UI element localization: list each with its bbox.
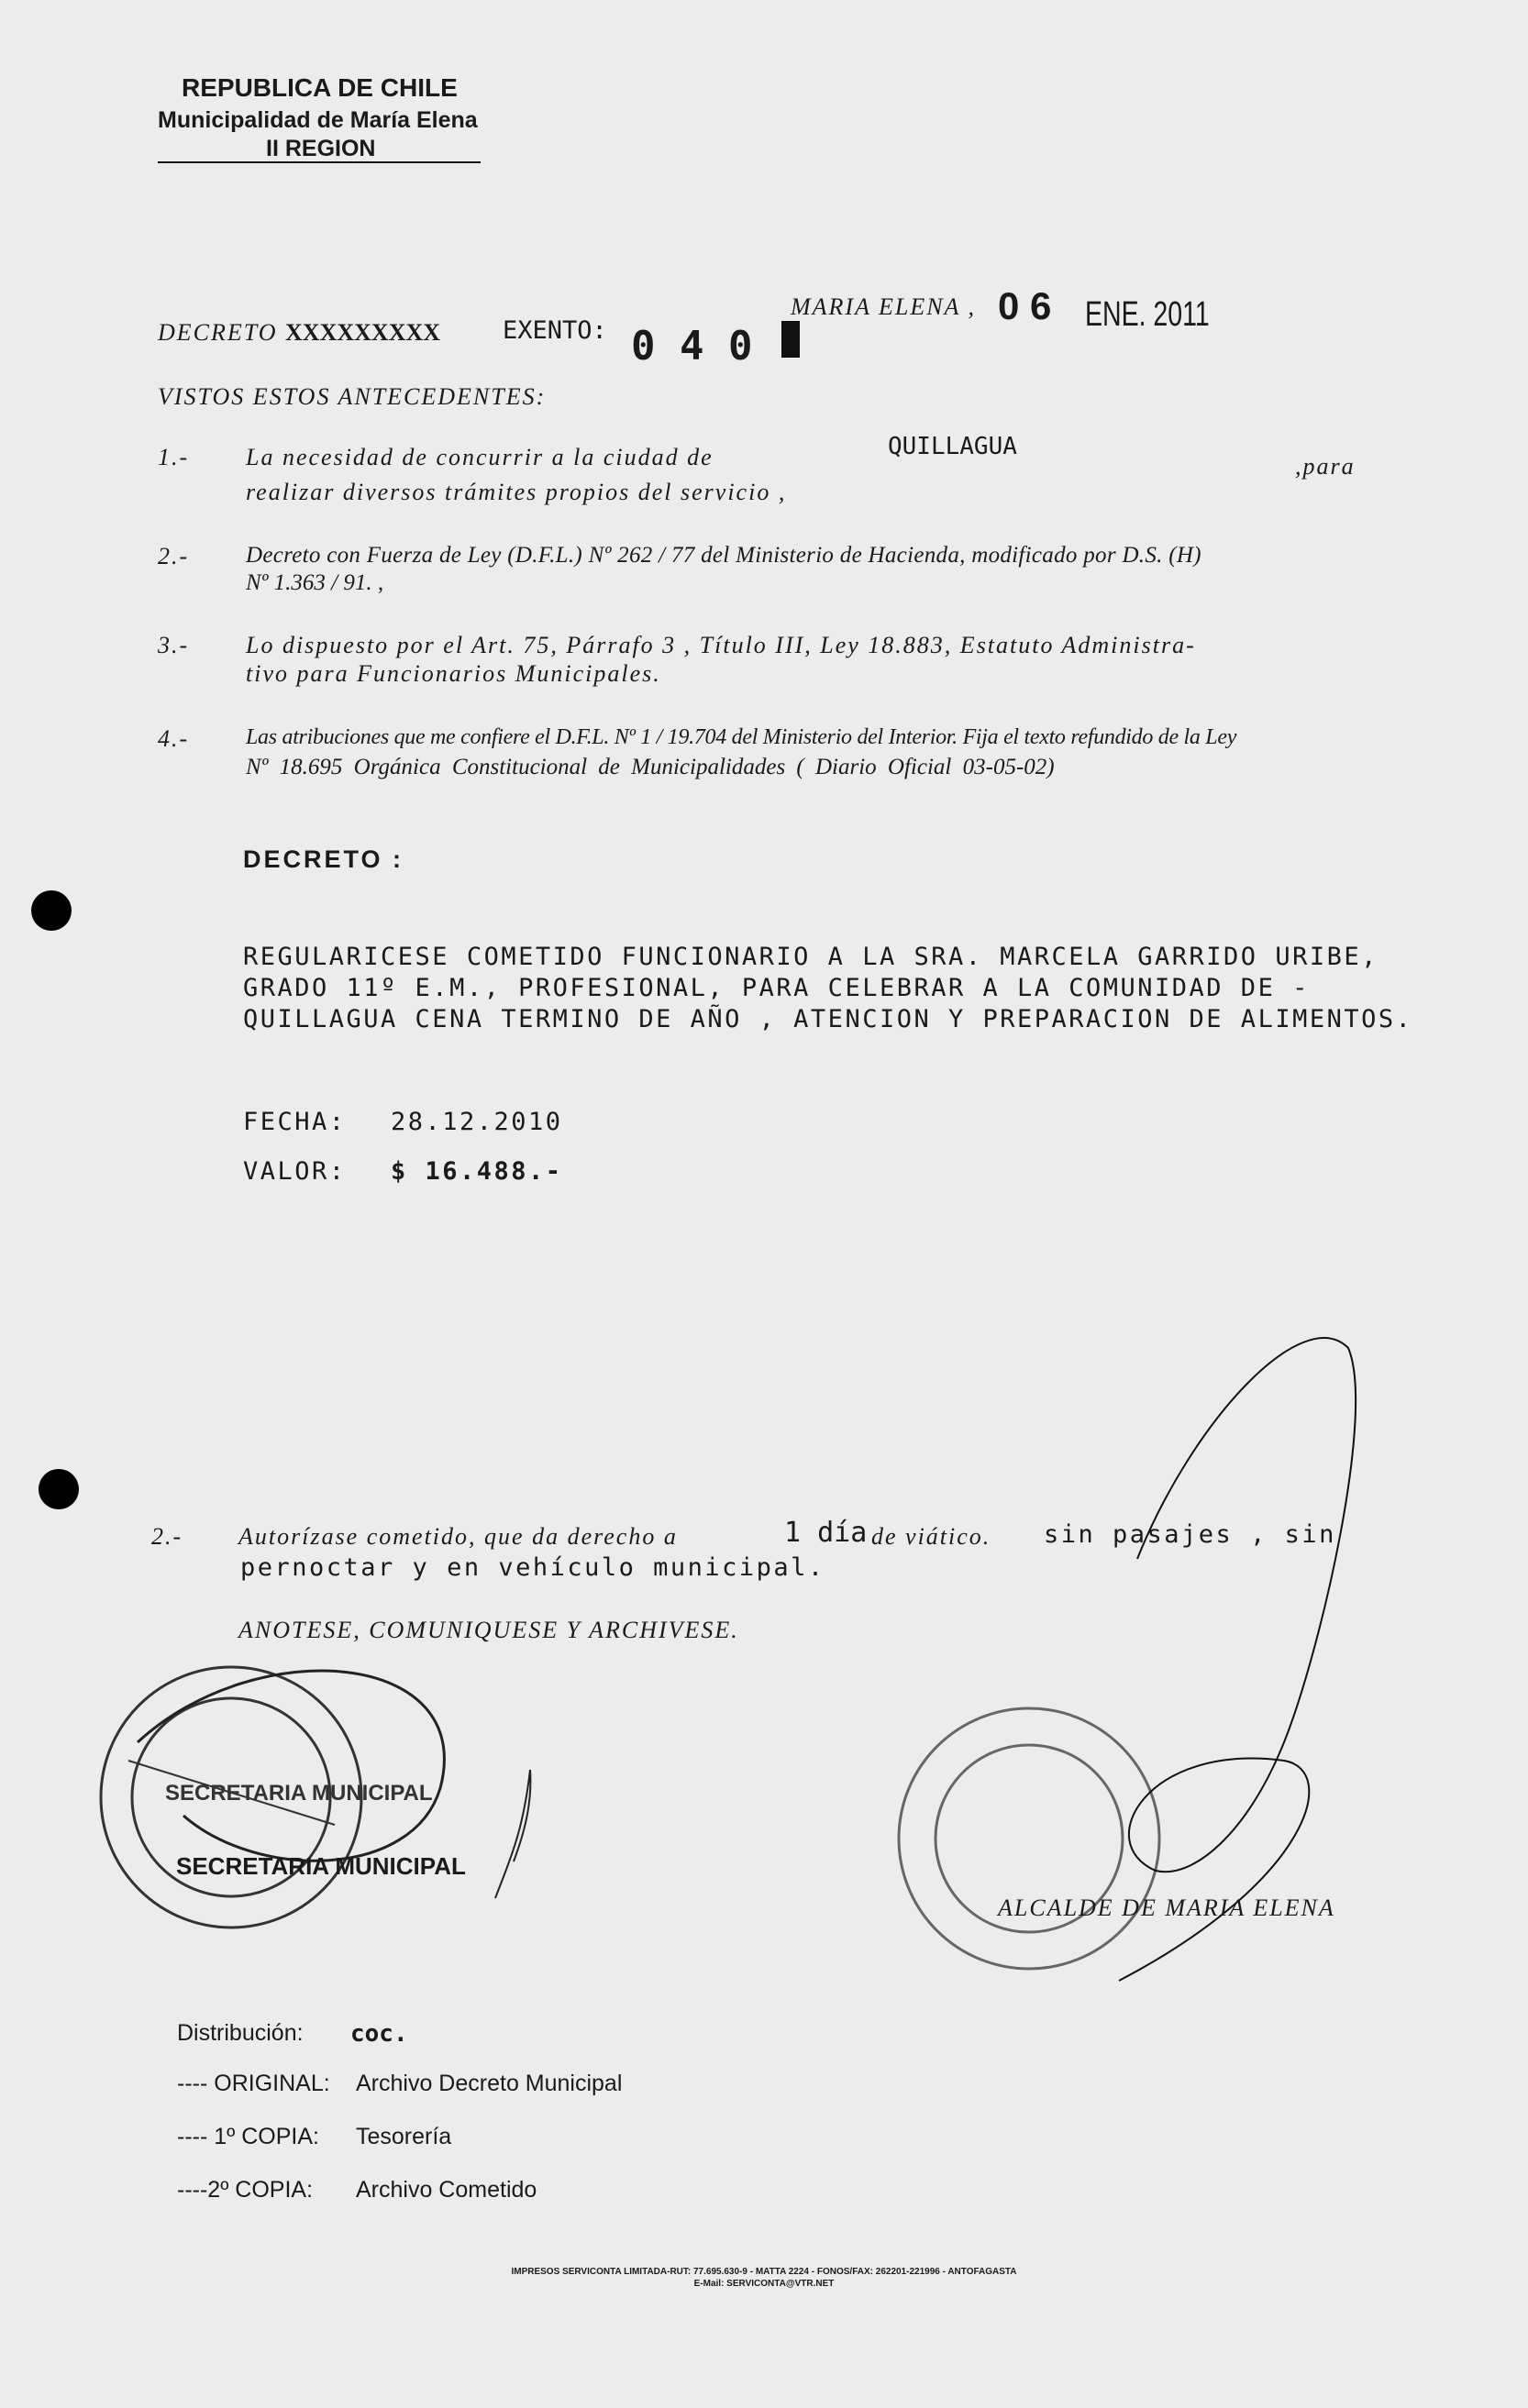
decree-number: 0 4 0	[631, 323, 753, 370]
item-number: 3.-	[158, 632, 190, 658]
item-text: Decreto con Fuerza de Ley (D.F.L.) Nº 262 / 77 del Ministerio de Hacienda, modificado por D.S. (H)	[246, 543, 1201, 568]
closing-text: ANOTESE, COMUNIQUESE Y ARCHIVESE.	[238, 1617, 739, 1643]
signature-title-right: ALCALDE DE MARIA ELENA	[998, 1894, 1335, 1921]
item-text: tivo para Funcionarios Municipales.	[246, 660, 661, 687]
item-number: 4.-	[158, 725, 190, 752]
fill-city: QUILLAGUA	[888, 433, 1017, 460]
valor-label: VALOR:	[243, 1157, 347, 1186]
decree-month-year: ENE. 2011	[1085, 295, 1210, 334]
item-text: de viático.	[871, 1523, 991, 1550]
decree-day: 0 6	[998, 284, 1052, 327]
body-line: REGULARICESE COMETIDO FUNCIONARIO A LA SRA. MARCELA GARRIDO URIBE,	[243, 943, 1379, 971]
item-text: Nº 18.695 Orgánica Constitucional de Municipalidades ( Diario Oficial 03-05-02)	[246, 755, 1055, 779]
viatico-days: 1 día	[784, 1517, 868, 1549]
item-text: sin pasajes , sin	[1044, 1520, 1336, 1549]
left-signature	[495, 1770, 530, 1898]
distribution-label: Distribución:	[177, 2020, 304, 2046]
body-line: GRADO 11º E.M., PROFESIONAL, PARA CELEBRAR A LA COMUNIDAD DE -	[243, 974, 1310, 1002]
header-republica: REPUBLICA DE CHILE	[182, 73, 458, 102]
item-text: pernoctar y en vehículo municipal.	[240, 1553, 825, 1582]
distribution-row-value: Tesorería	[356, 2124, 452, 2149]
exento-label: EXENTO:	[503, 316, 607, 345]
right-stamp	[899, 1708, 1159, 1969]
item-text: Autorízase cometido, que da derecho a	[238, 1523, 678, 1550]
fecha-value: 28.12.2010	[391, 1108, 563, 1136]
valor-value: $ 16.488.-	[391, 1157, 563, 1186]
decree-label-text: DECRETO	[158, 319, 278, 346]
item-number: 1.-	[158, 444, 190, 470]
item-text: Lo dispuesto por el Art. 75, Párrafo 3 , Título III, Ley 18.883, Estatuto Administra-	[246, 632, 1196, 658]
left-stamp-center: SECRETARIA MUNICIPAL	[165, 1781, 433, 1806]
item-number: 2.-	[151, 1523, 183, 1550]
distribution-row-label: ----2º COPIA:	[177, 2177, 314, 2203]
distribution-row-label: ---- ORIGINAL:	[177, 2071, 330, 2096]
item-text: ,para	[1295, 453, 1356, 480]
right-signature	[1119, 1338, 1356, 1981]
distribution-code: coc.	[350, 2020, 408, 2048]
body-line: QUILLAGUA CENA TERMINO DE AÑO , ATENCION Y PREPARACION DE ALIMENTOS.	[243, 1005, 1413, 1033]
item-text: Las atribuciones que me confiere el D.F.L. Nº 1 / 19.704 del Ministerio del Interior. Fija el texto refundido de la Ley	[246, 725, 1237, 749]
footer-printer: IMPRESOS SERVICONTA LIMITADA-RUT: 77.695.630-9 - MATTA 2224 - FONOS/FAX: 262201-221996 - ANTOFAGASTA	[511, 2267, 1017, 2277]
item-text: La necesidad de concurrir a la ciudad de	[246, 444, 714, 470]
item-text: Nº 1.363 / 91. ,	[246, 570, 384, 595]
distribution-row-value: Archivo Decreto Municipal	[356, 2071, 623, 2096]
header-region: II REGION	[266, 136, 376, 161]
item-number: 2.-	[158, 543, 190, 569]
header-municipality: Municipalidad de María Elena	[158, 107, 478, 133]
decreto-heading: DECRETO :	[243, 845, 404, 873]
decree-place: MARIA ELENA ,	[791, 293, 976, 320]
distribution-row-label: ---- 1º COPIA:	[177, 2124, 319, 2149]
struck-text: XXXXXXXXX	[285, 319, 441, 346]
signature-title-left: SECRETARIA MUNICIPAL	[176, 1852, 466, 1880]
fecha-label: FECHA:	[243, 1108, 347, 1136]
item-text: realizar diversos trámites propios del servicio ,	[246, 479, 787, 505]
footer-email: E-Mail: SERVICONTA@VTR.NET	[693, 2279, 835, 2289]
vistos-heading: VISTOS ESTOS ANTECEDENTES:	[158, 383, 547, 410]
distribution-row-value: Archivo Cometido	[356, 2177, 537, 2203]
